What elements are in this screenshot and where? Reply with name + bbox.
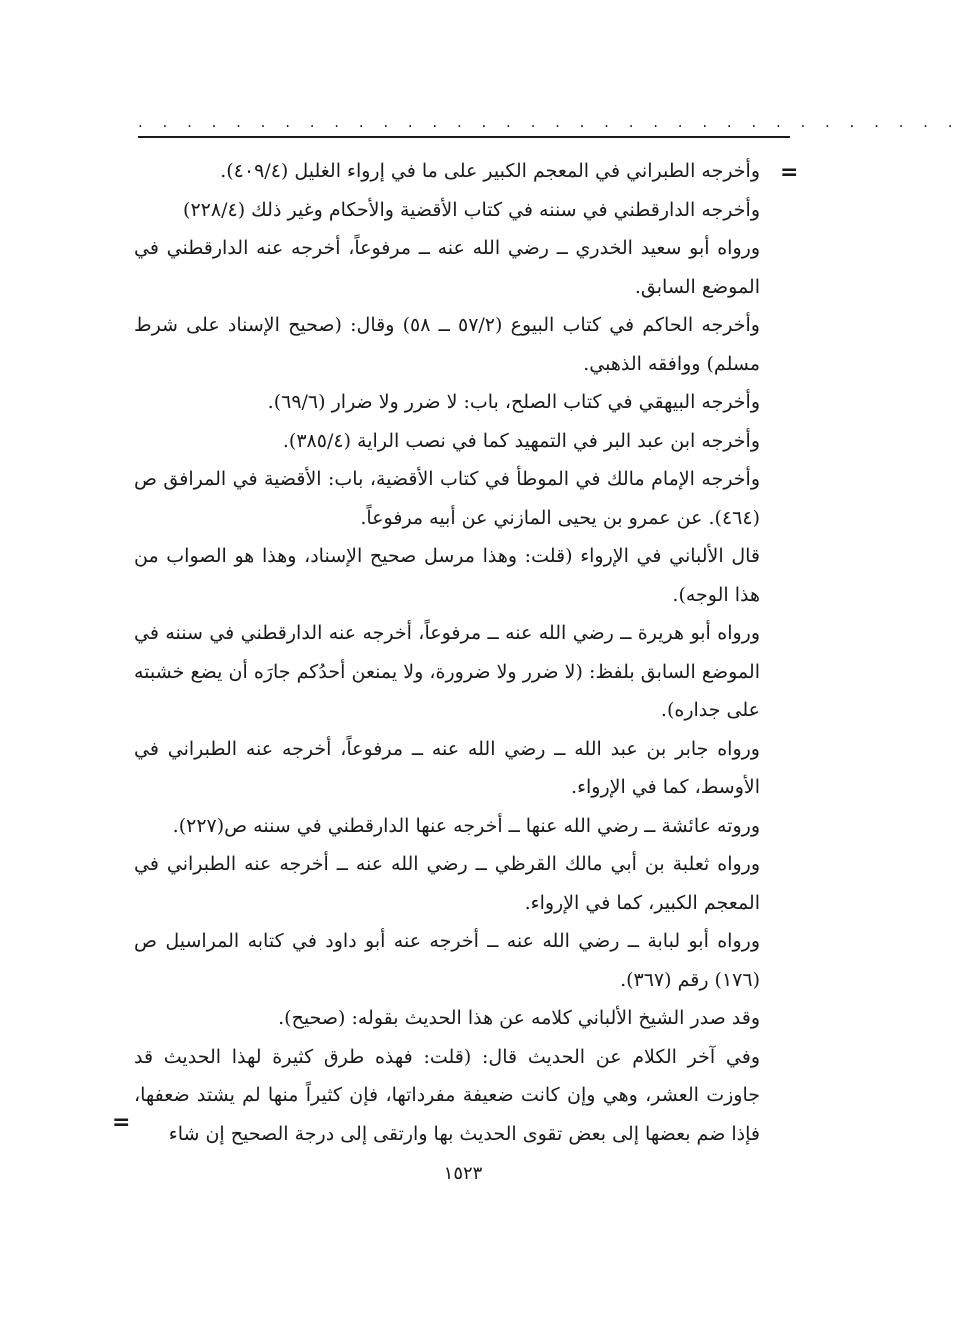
page-number: ١٥٢٣	[443, 1163, 483, 1184]
paragraph: ورواه جابر بن عبد الله ــ رضي الله عنه ــ مرفوعاً، أخرجه عنه الطبراني في الأوسط، كما في الإرواء.	[134, 737, 760, 798]
paragraph: وأخرجه الطبراني في المعجم الكبير على ما في إرواء الغليل (٤٠٩/٤).	[220, 160, 760, 182]
continuation-mark-bottom: =	[112, 1110, 131, 1135]
paragraph: وأخرجه البيهقي في كتاب الصلح، باب: لا ضرر ولا ضرار (٦٩/٦).	[267, 391, 760, 413]
paragraph: ورواه أبو هريرة ــ رضي الله عنه ــ مرفوعاً، أخرجه عنه الدارقطني في سننه في الموضع السابق بلفظ: (لا ضرر ولا ضرورة، ولا يمنعن أحدُكم جارَه أن يضع خشبته على جداره).	[134, 622, 760, 721]
header-rule	[138, 136, 790, 138]
paragraph: ورواه أبو سعيد الخدري ــ رضي الله عنه ــ مرفوعاً، أخرجه عنه الدارقطني في الموضع السابق.	[134, 237, 760, 298]
paragraph: وقد صدر الشيخ الألباني كلامه عن هذا الحديث بقوله: (صحيح).	[278, 1007, 760, 1029]
paragraph: وأخرجه الإمام مالك في الموطأ في كتاب الأقضية، باب: الأقضية في المرافق ص (٤٦٤). عن عمرو بن يحيى المازني عن أبيه مرفوعاً.	[134, 468, 760, 529]
paragraph: وروته عائشة ــ رضي الله عنها ــ أخرجه عنها الدارقطني في سننه ص(٢٢٧).	[172, 814, 760, 837]
paragraph: ورواه ثعلبة بن أبي مالك القرظي ــ رضي الله عنه ــ أخرجه عنه الطبراني في المعجم الكبير، كما في الإرواء.	[134, 853, 760, 914]
paragraph: وفي آخر الكلام عن الحديث قال: (قلت: فهذه طرق كثيرة لهذا الحديث قد جاوزت العشر، وهي وإن كانت ضعيفة مفرداتها، فإن كثيراً منها لم يشتد ضعفها، فإذا ضم بعضها إلى بعض تقوى الحديث بها وارتقى إلى درجة الصحيح إن شاء	[134, 1045, 760, 1145]
paragraph: وأخرجه الدارقطني في سننه في كتاب الأقضية والأحكام وغير ذلك (٢٢٨/٤)	[183, 198, 760, 221]
footnote-body	[134, 152, 760, 1153]
paragraph: قال الألباني في الإرواء (قلت: وهذا مرسل صحيح الإسناد، وهذا هو الصواب من هذا الوجه).	[134, 545, 760, 606]
paragraph: ورواه أبو لبابة ــ رضي الله عنه ــ أخرجه عنه أبو داود في كتابه المراسيل ص (١٧٦) رقم (٣٦٧).	[134, 930, 760, 991]
header-dotted-line: . . . . . . . . . . . . . . . . . . . . . . . . . . . . . . . . . .	[138, 113, 960, 131]
continuation-mark-top: =	[780, 160, 799, 185]
paragraph: وأخرجه الحاكم في كتاب البيوع (٥٧/٢ ــ ٥٨) وقال: (صحيح الإسناد على شرط مسلم) ووافقه الذهبي.	[134, 314, 760, 375]
paragraph: وأخرجه ابن عبد البر في التمهيد كما في نصب الراية (٣٨٥/٤).	[282, 429, 760, 452]
